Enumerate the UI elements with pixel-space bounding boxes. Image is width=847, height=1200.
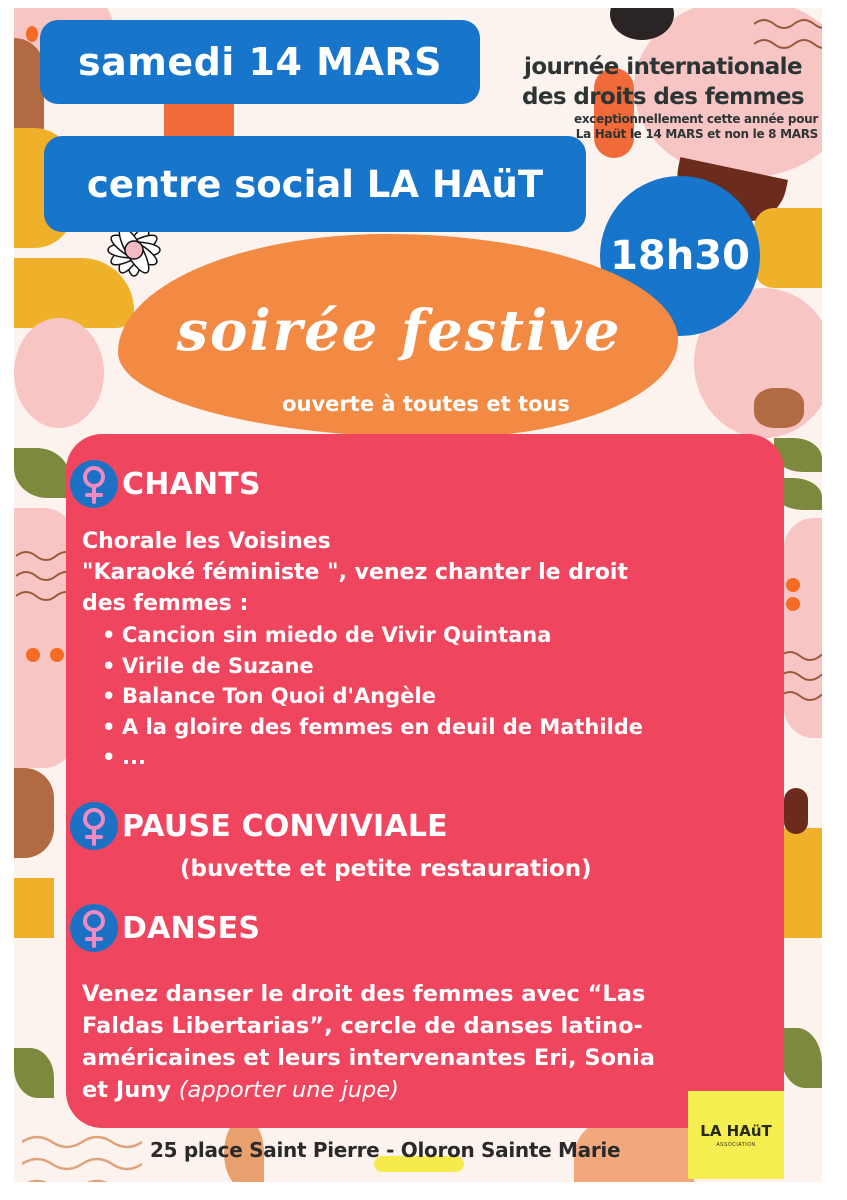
decor-pink-panel: [14, 508, 74, 768]
section-pause: [70, 802, 448, 850]
list-item: • Balance Ton Quoi d'Angèle: [102, 681, 643, 712]
hero-title: soirée festive: [176, 298, 622, 364]
decor-tan-shape: [14, 768, 54, 858]
decor-dots: [786, 578, 822, 616]
venus-icon: [70, 802, 118, 850]
decor-leaf: [14, 1048, 54, 1098]
event-poster: [14, 8, 822, 1182]
logo-subtitle: ASSOCIATION: [716, 1142, 756, 1148]
chants-line: "Karaoké féministe ", venez chanter le droit: [82, 560, 628, 585]
program-card: [66, 434, 784, 1128]
list-item: • A la gloire des femmes en deuil de Mathilde: [102, 712, 643, 743]
section-title: PAUSE CONVIVIALE: [122, 808, 448, 844]
decor-yellow-shape: [14, 878, 54, 938]
list-item: • Cancion sin miedo de Vivir Quintana: [102, 620, 643, 651]
decor-leaf: [14, 448, 70, 498]
decor-leaf: [780, 1028, 822, 1088]
decor-yellow-shape: [754, 208, 822, 288]
la-haut-logo: [688, 1091, 784, 1179]
song-list: [102, 620, 643, 773]
danses-line: américaines et leurs intervenantes Eri, Sonia: [82, 1045, 655, 1071]
list-item: • Virile de Suzane: [102, 651, 643, 682]
list-item: • ...: [102, 742, 643, 773]
danses-line: [82, 1074, 655, 1106]
chants-line: Chorale les Voisines: [82, 529, 331, 554]
danses-description: [82, 978, 655, 1106]
danses-note: (apporter une jupe): [178, 1077, 399, 1103]
decor-wave-lines: [22, 1132, 142, 1182]
section-title: DANSES: [122, 910, 261, 946]
venus-icon: [70, 460, 118, 508]
section-title: CHANTS: [122, 466, 261, 502]
decor-dots: [26, 26, 38, 47]
section-chants: [70, 460, 261, 508]
occasion-line-2: des droits des femmes: [522, 84, 804, 110]
occasion-line-1: journée internationale: [524, 54, 802, 80]
event-time: 18h30: [600, 176, 760, 336]
danses-line: Venez danser le droit des femmes avec “Las: [82, 981, 646, 1007]
decor-wave-lines: [780, 648, 822, 712]
date-note-line-1: exceptionnellement cette année pour: [574, 112, 818, 126]
venus-icon: [70, 904, 118, 952]
danses-line: Faldas Libertarias”, cercle de danses latino-: [82, 1013, 643, 1039]
logo-name: LA HAüT: [700, 1122, 772, 1140]
decor-pink-blob: [14, 318, 104, 428]
section-danses: [70, 904, 260, 952]
event-date: samedi 14 MARS: [40, 20, 480, 104]
decor-yellow-shape: [784, 828, 822, 938]
hero-subtitle: ouverte à toutes et tous: [282, 392, 570, 416]
pause-description: (buvette et petite restauration): [180, 856, 592, 882]
chants-line: des femmes :: [82, 591, 249, 616]
chants-description: [82, 526, 628, 619]
date-note-line-2: La Haüt le 14 MARS et non le 8 MARS: [575, 127, 818, 141]
event-address: 25 place Saint Pierre - Oloron Sainte Marie: [150, 1138, 621, 1162]
occasion-block: [508, 52, 818, 142]
decor-dots: [26, 648, 64, 667]
danses-line-text: et Juny: [82, 1077, 171, 1103]
event-venue: centre social LA HAüT: [44, 136, 586, 232]
decor-figure: [784, 788, 808, 834]
decor-tan-shape: [754, 388, 804, 428]
